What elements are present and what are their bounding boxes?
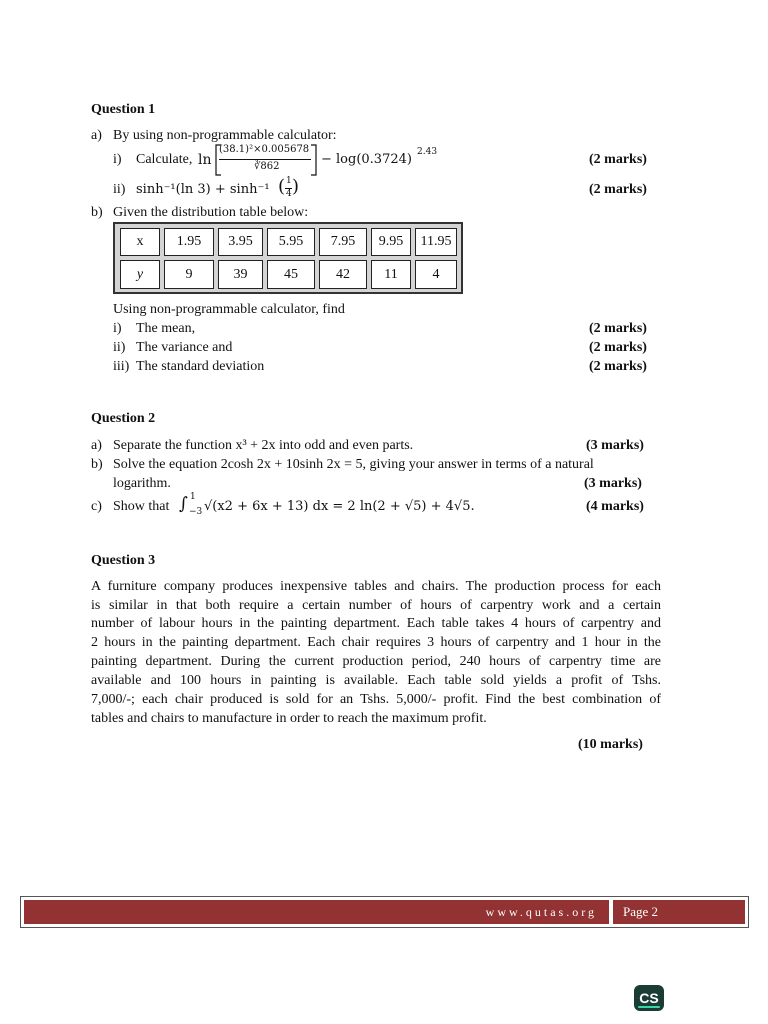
- q1-using-text: Using non-programmable calculator, find: [113, 302, 345, 317]
- q2-heading: Question 2: [91, 411, 156, 426]
- q1-ii-expression: sinh⁻¹(ln 3) + sinh⁻¹: [136, 182, 270, 197]
- table-cell: 3.95: [218, 228, 263, 256]
- table-cell: 45: [267, 260, 315, 289]
- table-cell: 11: [371, 260, 411, 289]
- camscanner-logo-icon: CS: [634, 985, 664, 1011]
- q1-fraction-denominator: ∛862: [254, 161, 280, 172]
- q1-exponent: 2.43: [417, 147, 438, 157]
- q3-paragraph-line: painting department. During the current production period, 240 hours of carpentry time are: [91, 654, 661, 669]
- left-paren-icon: (: [278, 176, 286, 197]
- table-cell: 5.95: [267, 228, 315, 256]
- footer-website-link[interactable]: www.qutas.org: [485, 905, 597, 919]
- q2-c-show: Show that: [113, 499, 170, 514]
- right-bracket-icon: [309, 143, 319, 177]
- q1-ii-frac-num: 1: [286, 176, 292, 186]
- integral-icon: ∫: [179, 494, 188, 514]
- q1-part-label: i): [113, 321, 122, 336]
- q3-paragraph-line: tables and chairs to manufacture in order to reach the maximum profit.: [91, 711, 487, 726]
- q3-paragraph-line: is similar in that both require a certain number of hours of carpentry work and a certain: [91, 598, 661, 613]
- q2-b-label: b): [91, 457, 103, 472]
- q1-part-label: iii): [113, 359, 130, 374]
- q1-fraction-numerator: (38.1)²×0.005678: [219, 144, 310, 155]
- footer-banner: [24, 900, 609, 924]
- q1-i-marks: (2 marks): [589, 152, 647, 167]
- distribution-table: [113, 222, 463, 294]
- table-header-x: x: [120, 228, 160, 256]
- q1-i-text: Calculate,: [136, 152, 193, 167]
- table-cell: 9.95: [371, 228, 411, 256]
- table-cell: 42: [319, 260, 367, 289]
- right-paren-icon: ): [292, 176, 300, 197]
- footer-page-box: [613, 900, 745, 924]
- q1-heading: Question 1: [91, 102, 156, 117]
- q2-c-expression: √(x2 + 6x + 13) dx = 2 ln(2 + √5) + 4√5.: [204, 499, 475, 514]
- q1-i-label: i): [113, 152, 122, 167]
- q1-log-term: − log(0.3724): [321, 152, 412, 167]
- q1-part-text: The standard deviation: [136, 359, 265, 374]
- q3-paragraph-line: 2 hours in the painting department. Each chair requires 3 hours of carpentry and 1 hour in the: [91, 635, 661, 650]
- q1-ln: ln: [198, 152, 212, 168]
- page-footer: [20, 896, 749, 928]
- table-cell: 7.95: [319, 228, 367, 256]
- q2-b-text: Solve the equation 2cosh 2x + 10sinh 2x = 5, giving your answer in terms of a natural: [113, 457, 594, 472]
- q1-b-label: b): [91, 205, 103, 220]
- table-cell: 1.95: [164, 228, 214, 256]
- table-cell: 39: [218, 260, 263, 289]
- q2-a-text: Separate the function x³ + 2x into odd and even parts.: [113, 438, 414, 453]
- q1-ii-frac-den: 4: [286, 189, 292, 199]
- q1-part-text: The variance and: [136, 340, 233, 355]
- table-cell: 9: [164, 260, 214, 289]
- q1-part-marks: (2 marks): [589, 359, 647, 374]
- q3-paragraph-line: 7,000/-; each chair produced is sold for an Tshs. 5,000/- profit. Find the best combination of: [91, 692, 661, 707]
- q1-part-text: The mean,: [136, 321, 196, 336]
- q1-ii-marks: (2 marks): [589, 182, 647, 197]
- q2-c-upper: 1: [190, 492, 196, 502]
- q3-heading: Question 3: [91, 553, 156, 568]
- fraction-bar: [219, 159, 311, 160]
- q1-ii-label: ii): [113, 182, 126, 197]
- table-header-y: y: [120, 260, 160, 289]
- table-cell: 4: [415, 260, 457, 289]
- q3-paragraph-line: available and 100 hours in painting is available. Each table sold yields a profit of Tshs.: [91, 673, 661, 688]
- q2-c-marks: (4 marks): [586, 499, 644, 514]
- q3-marks: (10 marks): [578, 737, 643, 752]
- page-number: Page 2: [623, 904, 659, 919]
- q1-a-text: By using non-programmable calculator:: [113, 128, 337, 143]
- table-cell: 11.95: [415, 228, 457, 256]
- q2-c-label: c): [91, 499, 102, 514]
- q1-part-label: ii): [113, 340, 126, 355]
- q2-a-marks: (3 marks): [586, 438, 644, 453]
- q3-paragraph-line: number of labour hours in the painting department. Each table takes 4 hours of carpentry and: [91, 616, 661, 631]
- q2-c-lower: −3: [189, 507, 203, 517]
- q2-a-label: a): [91, 438, 102, 453]
- q3-paragraph-line: A furniture company produces inexpensive tables and chairs. The production process for each: [91, 579, 661, 594]
- q2-b-text-cont: logarithm.: [113, 476, 171, 491]
- q1-a-label: a): [91, 128, 102, 143]
- q1-part-marks: (2 marks): [589, 321, 647, 336]
- q2-b-marks: (3 marks): [584, 476, 642, 491]
- q1-b-text: Given the distribution table below:: [113, 205, 309, 220]
- q1-part-marks: (2 marks): [589, 340, 647, 355]
